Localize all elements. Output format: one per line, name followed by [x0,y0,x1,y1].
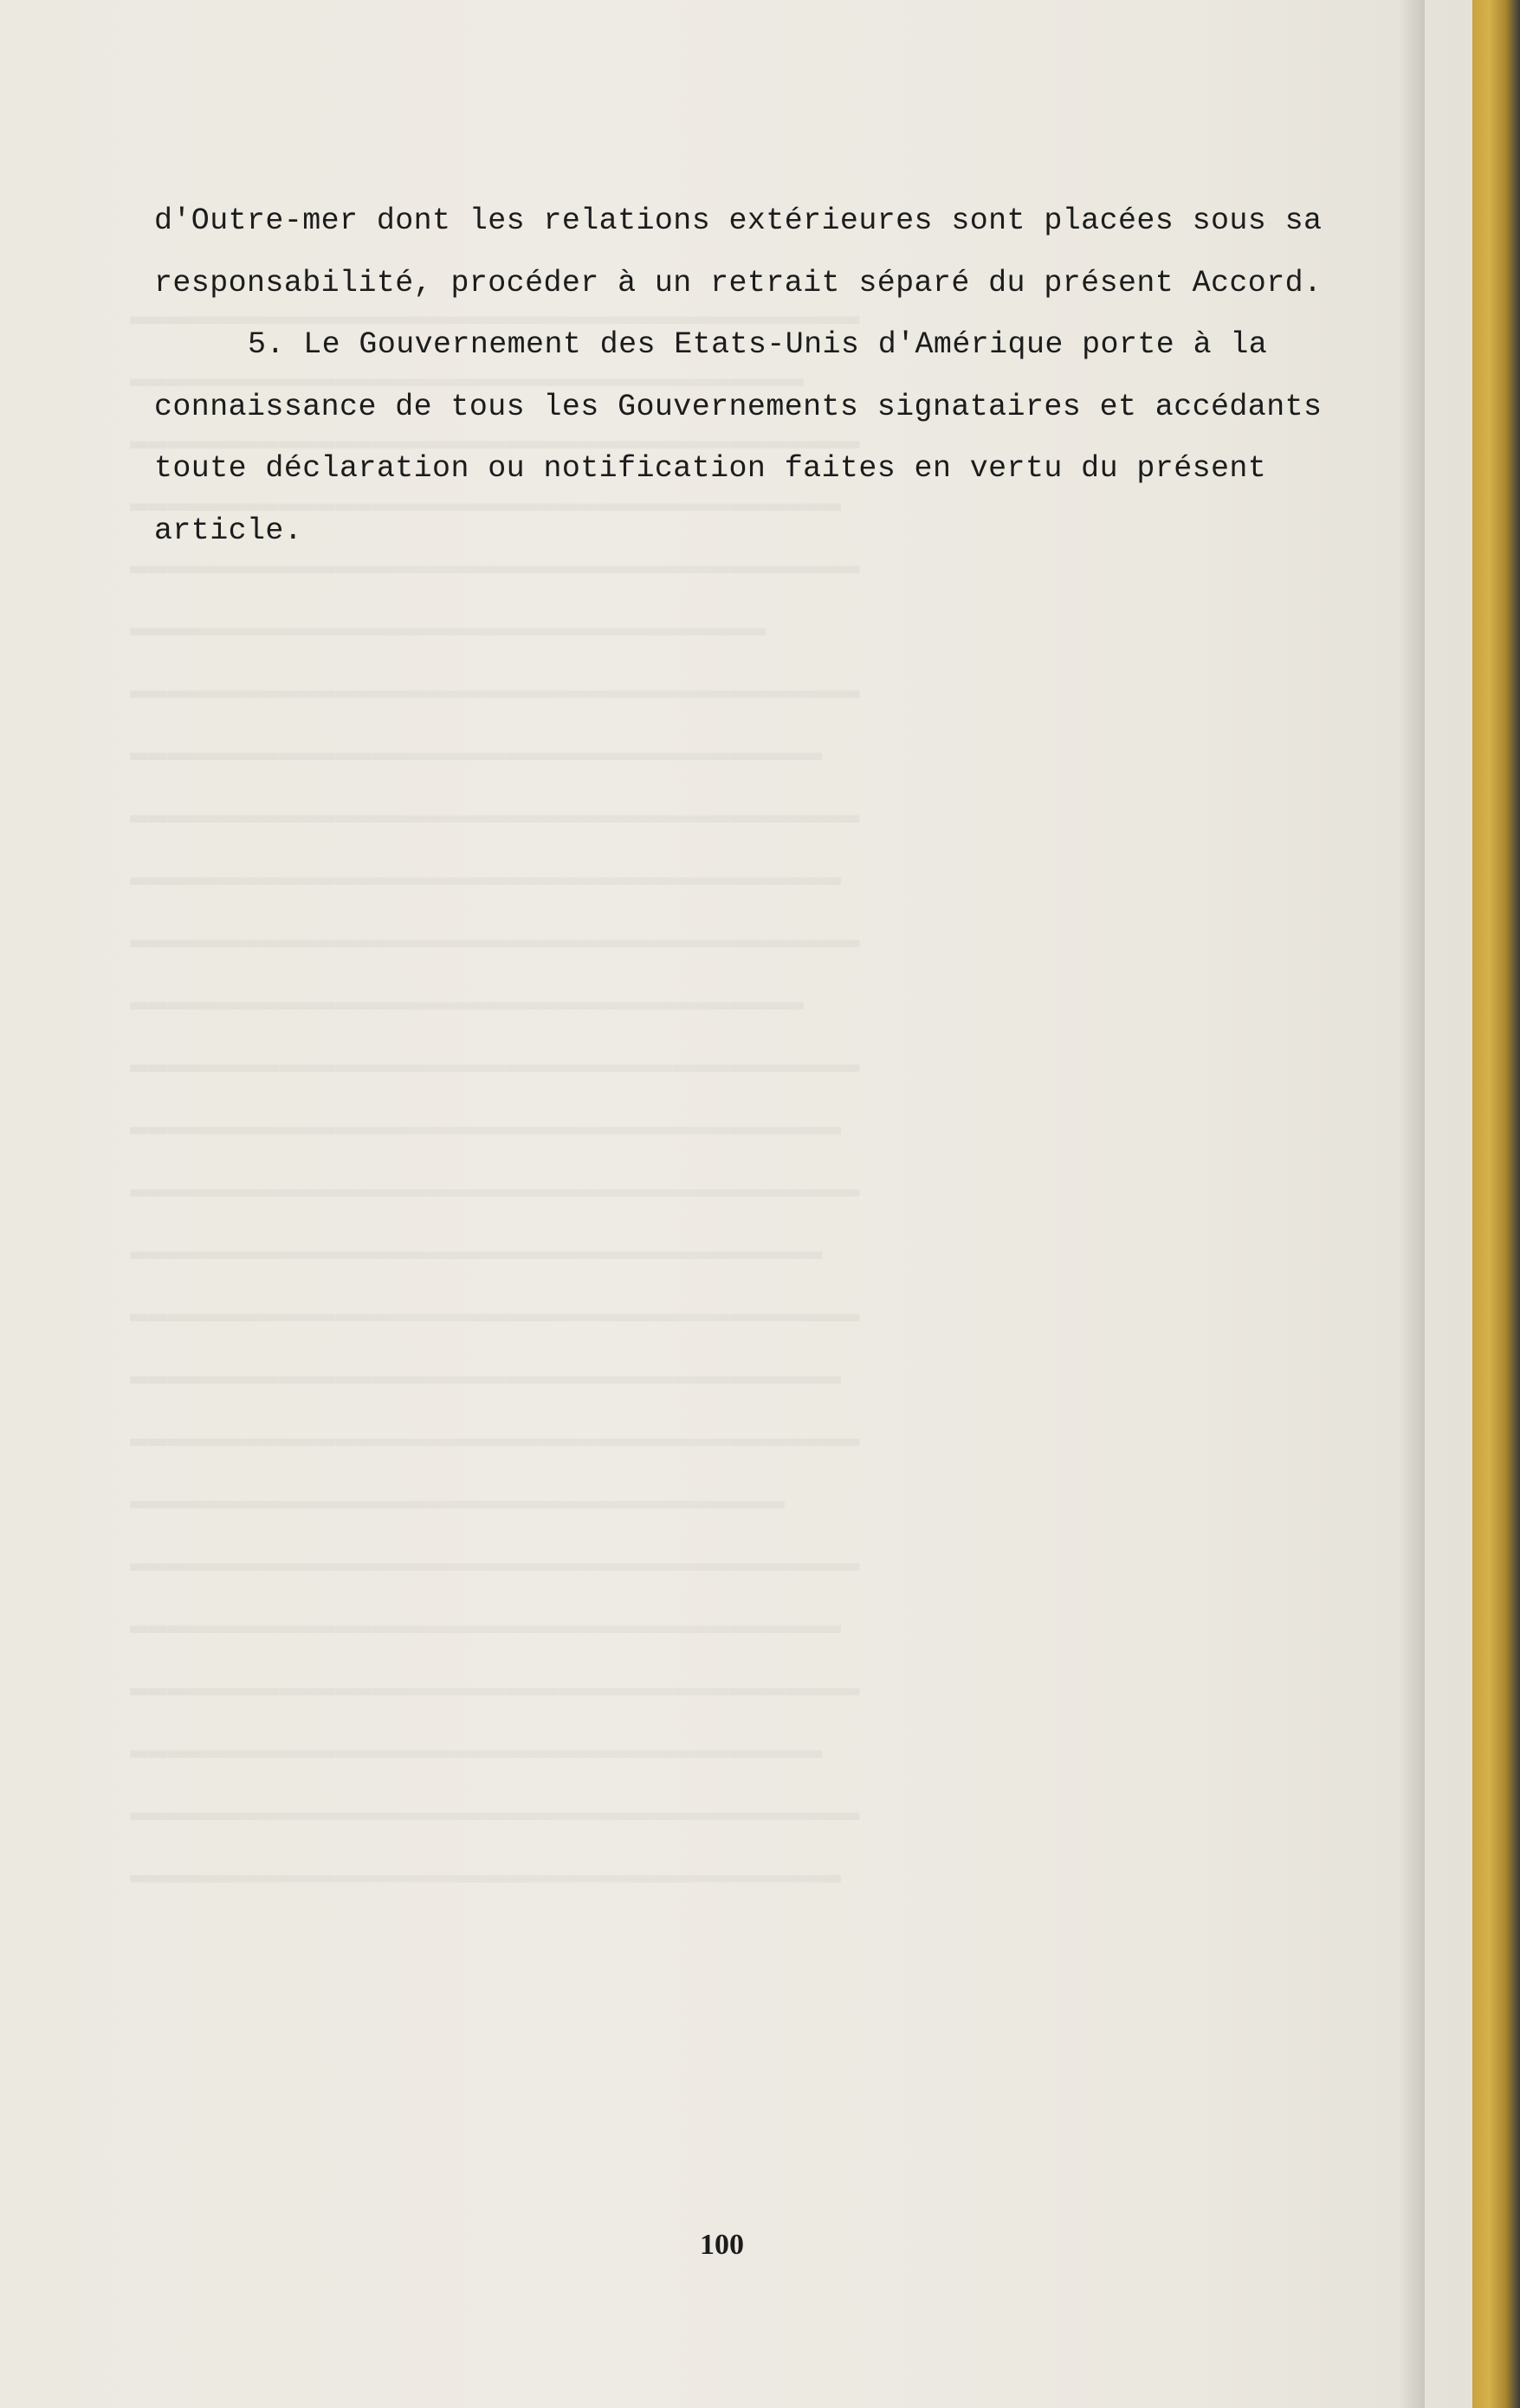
text-line: connaissance de tous les Gouvernements signataires et accédants [154,389,1323,424]
text-line: d'Outre-mer dont les relations extérieures sont placées sous sa [154,203,1323,238]
bleed-through-texture: ▬▬▬▬▬▬▬▬▬▬▬▬▬▬▬▬▬▬▬▬▬▬▬▬▬▬▬▬▬▬▬▬▬▬▬▬▬▬▬ ▬▬▬▬▬▬▬▬▬▬▬▬▬▬▬▬▬▬▬▬▬▬▬▬▬▬▬▬▬▬▬▬▬▬▬▬ ▬▬▬▬▬▬▬▬▬▬▬▬▬▬▬▬▬▬▬▬▬▬▬▬▬▬▬▬▬▬▬▬▬▬▬▬▬▬▬ ▬▬▬▬▬▬▬▬▬▬▬▬▬▬▬▬▬▬▬▬▬▬▬▬▬▬▬▬▬▬▬▬▬▬▬▬▬▬ ▬▬▬▬▬▬▬▬▬▬▬▬▬▬▬▬▬▬▬▬▬▬▬▬▬▬▬▬▬▬▬▬▬▬▬▬▬▬▬ ▬▬▬▬▬▬▬▬▬▬▬▬▬▬▬▬▬▬▬▬▬▬▬▬▬▬▬▬▬▬▬▬▬▬ ▬▬▬▬▬▬▬▬▬▬▬▬▬▬▬▬▬▬▬▬▬▬▬▬▬▬▬▬▬▬▬▬▬▬▬▬▬▬▬ ▬▬▬▬▬▬▬▬▬▬▬▬▬▬▬▬▬▬▬▬▬▬▬▬▬▬▬▬▬▬▬▬▬▬▬▬▬ ▬▬▬▬▬▬▬▬▬▬▬▬▬▬▬▬▬▬▬▬▬▬▬▬▬▬▬▬▬▬▬▬▬▬▬▬▬▬▬ ▬▬▬▬▬▬▬▬▬▬▬▬▬▬▬▬▬▬▬▬▬▬▬▬▬▬▬▬▬▬▬▬▬▬▬▬▬▬ ▬▬▬▬▬▬▬▬▬▬▬▬▬▬▬▬▬▬▬▬▬▬▬▬▬▬▬▬▬▬▬▬▬▬▬▬▬▬▬ ▬▬▬▬▬▬▬▬▬▬▬▬▬▬▬▬▬▬▬▬▬▬▬▬▬▬▬▬▬▬▬▬▬▬▬▬ ▬▬▬▬▬▬▬▬▬▬▬▬▬▬▬▬▬▬▬▬▬▬▬▬▬▬▬▬▬▬▬▬▬▬▬▬▬▬▬ ▬▬▬▬▬▬▬▬▬▬▬▬▬▬▬▬▬▬▬▬▬▬▬▬▬▬▬▬▬▬▬▬▬▬▬▬▬▬ ▬▬▬▬▬▬▬▬▬▬▬▬▬▬▬▬▬▬▬▬▬▬▬▬▬▬▬▬▬▬▬▬▬▬▬▬▬▬▬ ▬▬▬▬▬▬▬▬▬▬▬▬▬▬▬▬▬▬▬▬▬▬▬▬▬▬▬▬▬▬▬▬▬▬▬▬▬ ▬▬▬▬▬▬▬▬▬▬▬▬▬▬▬▬▬▬▬▬▬▬▬▬▬▬▬▬▬▬▬▬▬▬▬▬▬▬▬ ▬▬▬▬▬▬▬▬▬▬▬▬▬▬▬▬▬▬▬▬▬▬▬▬▬▬▬▬▬▬▬▬▬▬▬▬▬▬ ▬▬▬▬▬▬▬▬▬▬▬▬▬▬▬▬▬▬▬▬▬▬▬▬▬▬▬▬▬▬▬▬▬▬▬▬▬▬▬ ▬▬▬▬▬▬▬▬▬▬▬▬▬▬▬▬▬▬▬▬▬▬▬▬▬▬▬▬▬▬▬▬▬▬▬ ▬▬▬▬▬▬▬▬▬▬▬▬▬▬▬▬▬▬▬▬▬▬▬▬▬▬▬▬▬▬▬▬▬▬▬▬▬▬▬ ▬▬▬▬▬▬▬▬▬▬▬▬▬▬▬▬▬▬▬▬▬▬▬▬▬▬▬▬▬▬▬▬▬▬▬▬▬▬ ▬▬▬▬▬▬▬▬▬▬▬▬▬▬▬▬▬▬▬▬▬▬▬▬▬▬▬▬▬▬▬▬▬▬▬▬▬▬▬ ▬▬▬▬▬▬▬▬▬▬▬▬▬▬▬▬▬▬▬▬▬▬▬▬▬▬▬▬▬▬▬▬▬▬▬▬▬ ▬▬▬▬▬▬▬▬▬▬▬▬▬▬▬▬▬▬▬▬▬▬▬▬▬▬▬▬▬▬▬▬▬▬▬▬▬▬▬ ▬▬▬▬▬▬▬▬▬▬▬▬▬▬▬▬▬▬▬▬▬▬▬▬▬▬▬▬▬▬▬▬▬▬▬▬▬▬ [130,299,860,1893]
text-line: responsabilité, procéder à un retrait séparé du présent Accord. [154,265,1323,300]
text-line: toute déclaration ou notification faites en vertu du présent [154,451,1267,486]
page-number: 100 [700,2229,744,2261]
book-binding-edge [1472,0,1520,2408]
text-line: article. [154,513,303,548]
text-line: 5. Le Gouvernement des Etats-Unis d'Amérique porte à la [248,327,1268,362]
body-text [154,190,1384,562]
binding-shadow [1399,0,1425,2408]
